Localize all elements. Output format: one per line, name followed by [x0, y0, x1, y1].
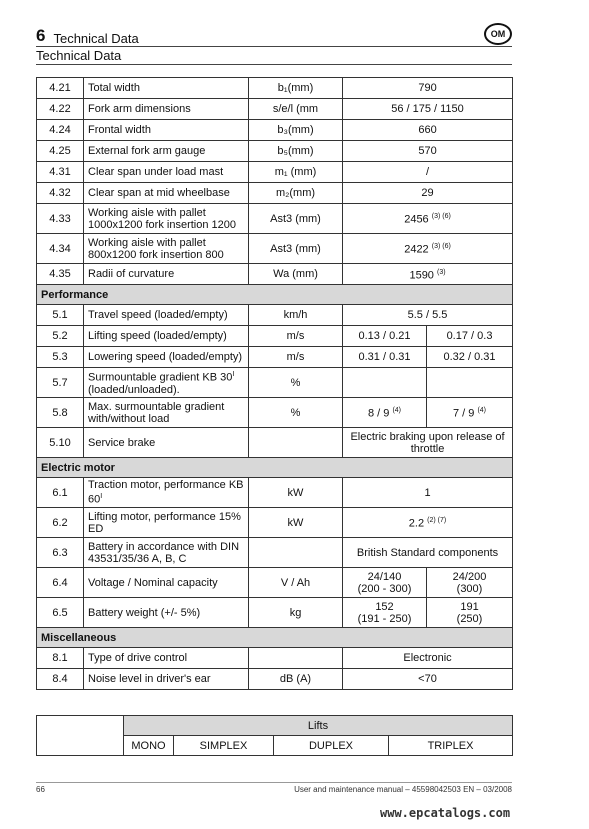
table-row: 5.2 Lifting speed (loaded/empty) m/s 0.13 / 0.21 0.17 / 0.3 — [37, 326, 513, 347]
chapter-title: Technical Data — [53, 31, 139, 46]
technical-data-table — [36, 77, 513, 690]
watermark-text: www.epcatalogs.com — [380, 806, 511, 820]
lifts-blank-cell — [37, 716, 124, 756]
table-row: 4.34 Working aisle with pallet 800x1200 fork insertion 800 Ast3 (mm) 2422 $^{(3) (6)}$ — [37, 234, 513, 264]
lift-col-duplex: DUPLEX — [274, 736, 389, 756]
table-row: 6.3 Battery in accordance with DIN 43531/35/36 A, B, C British Standard components — [37, 538, 513, 568]
table-row: 4.21 Total width b₁(mm) 790 — [37, 78, 513, 99]
table-row: 4.25 External fork arm gauge b₅(mm) 570 — [37, 141, 513, 162]
table-row: 4.22 Fork arm dimensions s/e/l (mm 56 / 175 / 1150 — [37, 99, 513, 120]
lifts-table — [36, 715, 513, 756]
table-row: 4.24 Frontal width b₃(mm) 660 — [37, 120, 513, 141]
table-row: 8.1 Type of drive control Electronic — [37, 648, 513, 669]
table-row: 4.35 Radii of curvature Wa (mm) 1590 $^{(3)}$ — [37, 264, 513, 285]
page-number: 66 — [36, 785, 45, 794]
page-header — [36, 26, 512, 65]
table-row: 5.8 Max. surmountable gradient with/without load % 8 / 9 $^{(4)}$ 7 / 9 $^{(4)}$ — [37, 398, 513, 428]
table-row: 4.32 Clear span at mid wheelbase m₂(mm) 29 — [37, 183, 513, 204]
om-logo: OM — [484, 23, 512, 45]
lift-col-mono: MONO — [124, 736, 174, 756]
table-row: 6.4 Voltage / Nominal capacity V / Ah 24/140 (200 - 300) 24/200 (300) — [37, 568, 513, 598]
section-miscellaneous: Miscellaneous — [37, 628, 513, 648]
table-row: 6.1 Traction motor, performance KB $60^I$ kW 1 — [37, 478, 513, 508]
table-row: 8.4 Noise level in driver's ear dB (A) <70 — [37, 669, 513, 690]
lifts-title: Lifts — [124, 716, 513, 736]
chapter-heading — [36, 26, 512, 47]
lift-col-simplex: SIMPLEX — [174, 736, 274, 756]
page-footer — [36, 782, 512, 794]
section-performance: Performance — [37, 285, 513, 305]
table-row: 6.2 Lifting motor, performance 15% ED kW 2.2 $^{(2) (7)}$ — [37, 508, 513, 538]
table-row: 4.33 Working aisle with pallet 1000x1200 fork insertion 1200 Ast3 (mm) 2456 $^{(3) (6)}$ — [37, 204, 513, 234]
section-electric-motor: Electric motor — [37, 458, 513, 478]
table-row: 5.10 Service brake Electric braking upon release of throttle — [37, 428, 513, 458]
table-row: 5.3 Lowering speed (loaded/empty) m/s 0.31 / 0.31 0.32 / 0.31 — [37, 347, 513, 368]
table-row: 6.5 Battery weight (+/- 5%) kg 152 (191 - 250) 191 (250) — [37, 598, 513, 628]
lift-col-triplex: TRIPLEX — [389, 736, 513, 756]
table-row: 5.7 Surmountable gradient KB $30^I$ (loaded/unloaded). % — [37, 368, 513, 398]
table-row: 5.1 Travel speed (loaded/empty) km/h 5.5 / 5.5 — [37, 305, 513, 326]
manual-reference: User and maintenance manual – 45598042503 EN – 03/2008 — [294, 785, 512, 794]
chapter-number: 6 — [36, 26, 46, 45]
section-subtitle: Technical Data — [36, 47, 512, 65]
table-row: 4.31 Clear span under load mast m₁ (mm) / — [37, 162, 513, 183]
